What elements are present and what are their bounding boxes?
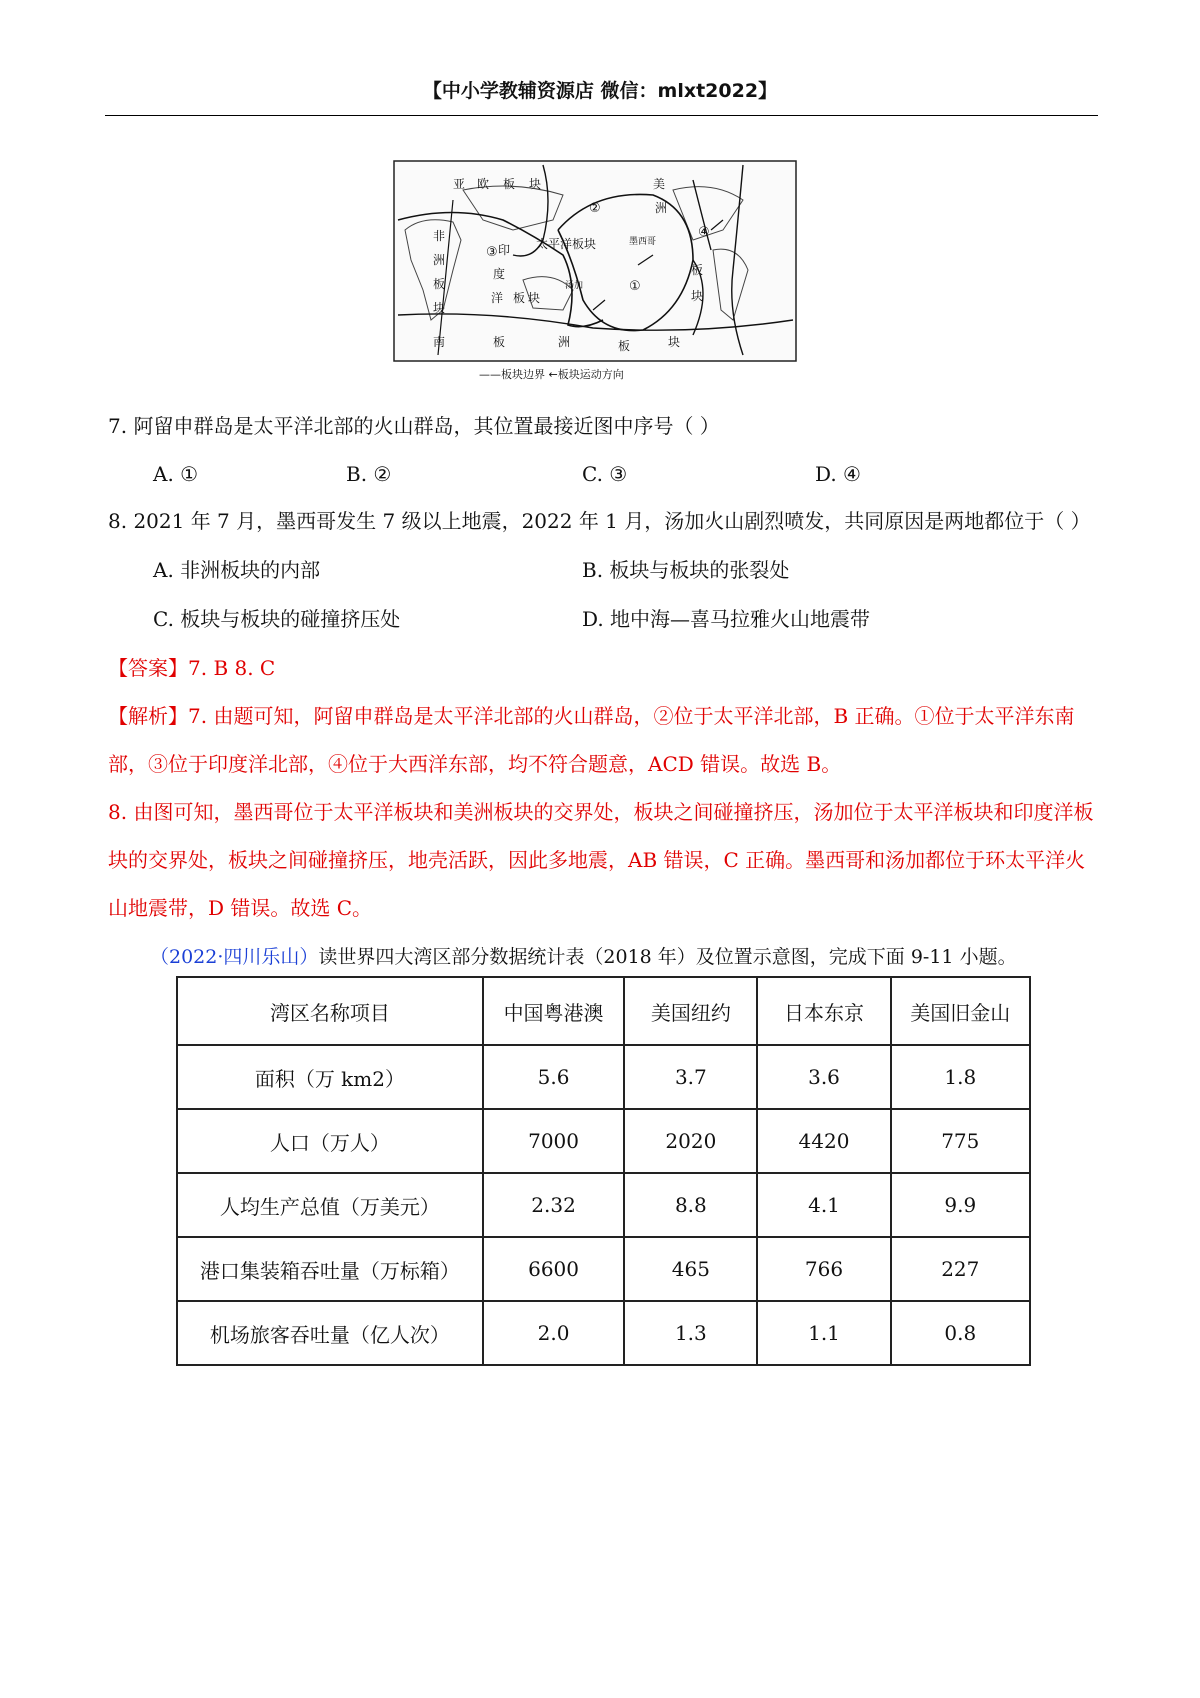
table-header-cell: 日本东京 [757,977,890,1045]
label-eurasia-4: 块 [529,177,542,191]
table-cell: 面积（万 km2） [177,1045,483,1109]
label-eurasia-3: 板 [503,177,516,191]
q7-stem: 7. 阿留申群岛是太平洋北部的火山群岛，其位置最接近图中序号（ ） [108,414,720,438]
label-africa-3: 板 [433,277,446,291]
label-africa-2: 洲 [433,253,446,267]
table-cell: 4.1 [757,1173,890,1237]
label-indo-4: 板 [513,291,526,305]
table-cell: 3.6 [757,1045,890,1109]
label-indo-2: 度 [493,267,506,281]
label-indo-3: 洋 [491,291,504,305]
table-cell: 465 [624,1237,757,1301]
label-tonga: 汤加 [565,281,584,291]
label-antarctic-4: 板 [618,339,631,353]
label-num-4: ④ [698,225,710,240]
label-eurasia-2: 欧 [477,177,490,191]
table-header-cell: 中国粤港澳 [483,977,624,1045]
table-cell: 0.8 [891,1301,1030,1365]
table-cell: 1.1 [757,1301,890,1365]
table-cell: 港口集装箱吞吐量（万标箱） [177,1237,483,1301]
q7-option-a: A. ① [153,462,199,486]
answer-line: 【答案】7. B 8. C [108,656,276,680]
table-cell: 人均生产总值（万美元） [177,1173,483,1237]
label-africa-4: 块 [433,301,446,315]
table-header-cell: 湾区名称项目 [177,977,483,1045]
q8-option-b: B. 板块与板块的张裂处 [582,558,790,582]
label-indo-5: 块 [528,291,541,305]
analysis-q8: 8. 由图可知，墨西哥位于太平洋板块和美洲板块的交界处，板块之间碰撞挤压，汤加位于太平洋板块和印度洋板块的交界处，板块之间碰撞挤压，地壳活跃，因此多地震，AB 错误，C 正确。墨西哥和汤加都位于环太平洋火山地震带，D 错误。故选 C。 [108,800,1094,920]
label-eurasia-1: 亚 [453,177,466,191]
table-cell: 机场旅客吞吐量（亿人次） [177,1301,483,1365]
label-num-3: ③ [486,245,498,260]
table-cell: 3.7 [624,1045,757,1109]
section-intro [150,944,1017,970]
q7-option-b: B. ② [346,462,392,486]
table-cell: 8.8 [624,1173,757,1237]
table-cell: 9.9 [891,1173,1030,1237]
label-america-3: 板 [691,263,704,277]
map-legend: ——板块边界 ←板块运动方向 [479,368,624,381]
table-cell: 1.3 [624,1301,757,1365]
label-num-2: ② [589,201,601,216]
q7-option-d: D. ④ [815,462,861,486]
table-cell: 1.8 [891,1045,1030,1109]
table-cell: 7000 [483,1109,624,1173]
label-america-2: 洲 [655,201,668,215]
label-num-1: ① [629,279,641,294]
label-mexico: 墨西哥 [629,237,657,247]
q8-option-d: D. 地中海—喜马拉雅火山地震带 [582,607,871,631]
label-africa-1: 非 [433,229,446,243]
label-antarctic-3: 洲 [558,335,571,349]
table-row [177,1109,1030,1173]
q8-option-c: C. 板块与板块的碰撞挤压处 [153,607,401,631]
header-rule [105,115,1098,116]
table-row [177,1045,1030,1109]
label-america-4: 块 [691,289,704,303]
q8-stem: 8. 2021 年 7 月，墨西哥发生 7 级以上地震，2022 年 1 月，汤加火山剧烈喷发，共同原因是两地都位于（ ） [108,509,1091,533]
table-header-cell: 美国旧金山 [891,977,1030,1045]
bay-area-table [176,976,1031,1366]
label-america-1: 美 [653,177,666,191]
table-cell: 5.6 [483,1045,624,1109]
analysis-q7: 【解析】7. 由题可知，阿留申群岛是太平洋北部的火山群岛，②位于太平洋北部，B 正确。①位于太平洋东南部，③位于印度洋北部，④位于大西洋东部，均不符合题意，ACD 错误。故选 B。 [108,704,1075,776]
q8-option-a: A. 非洲板块的内部 [153,558,321,582]
table-cell: 2020 [624,1109,757,1173]
table-cell: 6600 [483,1237,624,1301]
label-antarctic-5: 块 [668,335,681,349]
table-cell: 人口（万人） [177,1109,483,1173]
table-header-cell: 美国纽约 [624,977,757,1045]
label-antarctic-2: 板 [493,335,506,349]
table-header-row [177,977,1030,1045]
page-header: 【中小学教辅资源店 微信：mlxt2022】 [422,80,778,102]
table-row [177,1173,1030,1237]
plate-map-figure [393,160,797,386]
table-row [177,1237,1030,1301]
table-cell: 775 [891,1109,1030,1173]
label-antarctic-1: 南 [433,335,446,349]
table-cell: 2.32 [483,1173,624,1237]
intro-text: 读世界四大湾区部分数据统计表（2018 年）及位置示意图，完成下面 9-11 小题。 [318,946,1017,968]
table-row [177,1301,1030,1365]
source-tag: （2022·四川乐山） [150,946,319,968]
table-cell: 4420 [757,1109,890,1173]
table-cell: 227 [891,1237,1030,1301]
label-pacific: 太平洋板块 [536,237,597,251]
label-indo-1: 印 [498,243,511,257]
q7-option-c: C. ③ [582,462,628,486]
table-cell: 2.0 [483,1301,624,1365]
table-cell: 766 [757,1237,890,1301]
